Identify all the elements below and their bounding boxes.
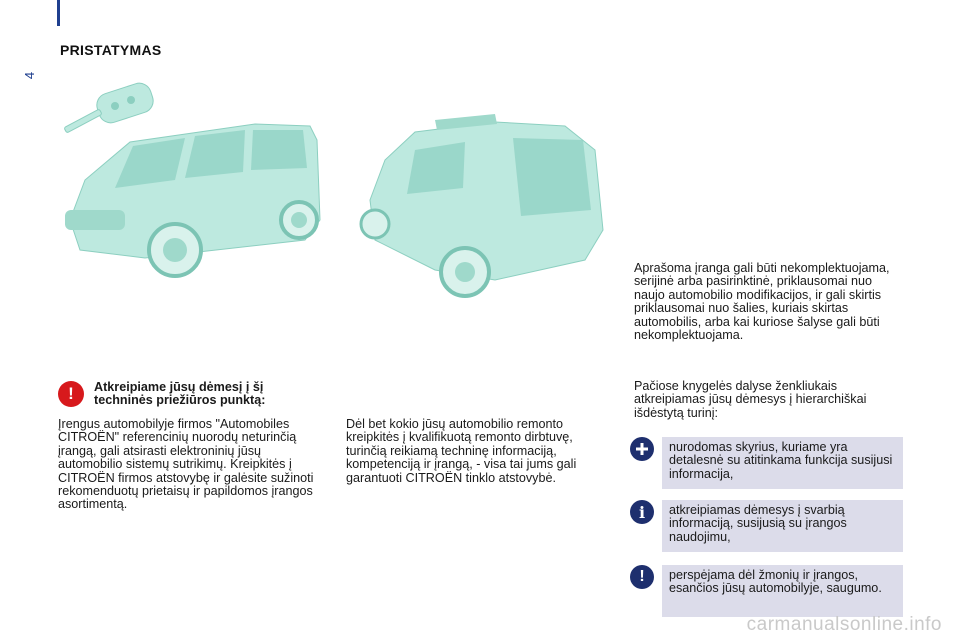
page-edge-bar bbox=[57, 0, 60, 26]
info-icon: i bbox=[630, 500, 654, 524]
car-illustration bbox=[55, 80, 625, 310]
legend-text: nurodomas skyrius, kuriame yra detalesnė su atitinkama funkcija susijusi informacija, bbox=[662, 437, 903, 489]
legend-intro-text: Pačiose knygelės dalyse ženkliukais atkreipiamas jūsų dėmesys į hierarchiškai išdėstytą turinį: bbox=[634, 379, 867, 420]
page-title: PRISTATYMAS bbox=[60, 42, 162, 58]
legend-item-info bbox=[630, 500, 903, 552]
warning-text-column-2: Dėl bet kokio jūsų automobilio remonto kreipkitės į kvalifikuotą remonto dirbtuvę, turinčią reikiamą techninę informaciją, kompetenciją ir įrangą, - visa tai jums gali garantuoti CITROËN tinklo atstovybė. bbox=[346, 417, 577, 485]
intro-text: Aprašoma įranga gali būti nekomplektuojama, serijinė arba pasirinktinė, priklausomai nuo naujo automobilio modifikacijos, ir gali skirtis priklausomai nuo šalies, kuriais skirtas automobilis, arba kai kuriose šalyse gali būti nekomplektuojama. bbox=[634, 261, 890, 343]
car-front-view-image bbox=[65, 124, 320, 276]
warning-icon: ! bbox=[58, 381, 84, 407]
legend-item-plus bbox=[630, 437, 903, 489]
page-number: 4 bbox=[22, 71, 38, 80]
warning-icon: ! bbox=[630, 565, 654, 589]
warning-text-column-1: Įrengus automobilyje firmos "Automobiles CITROËN" referencinių nuorodų neturinčią įrangą, gali atsirasti elektroninių jūsų automobilio sistemų sutrikimų. Kreipkitės į CITROËN firmos atstovybę ir galėsite sužinoti rekomenduotų prietaisų ir papildomos įrangos asortimentą. bbox=[58, 417, 314, 512]
legend-text: atkreipiamas dėmesys į svarbią informaciją, susijusią su įrangos naudojimu, bbox=[662, 500, 903, 552]
legend-text: perspėjama dėl žmonių ir įrangos, esančios jūsų automobilyje, saugumo. bbox=[662, 565, 903, 617]
warning-heading-text: Atkreipiame jūsų dėmesį į šį techninės priežiūros punktą: bbox=[94, 380, 266, 408]
plus-icon bbox=[630, 437, 654, 461]
site-watermark: carmanualsonline.info bbox=[746, 614, 942, 635]
maintenance-warning-heading bbox=[58, 381, 314, 408]
legend-item-warning bbox=[630, 565, 903, 617]
car-rear-view-image bbox=[361, 114, 603, 296]
key-fob-image bbox=[64, 80, 156, 133]
